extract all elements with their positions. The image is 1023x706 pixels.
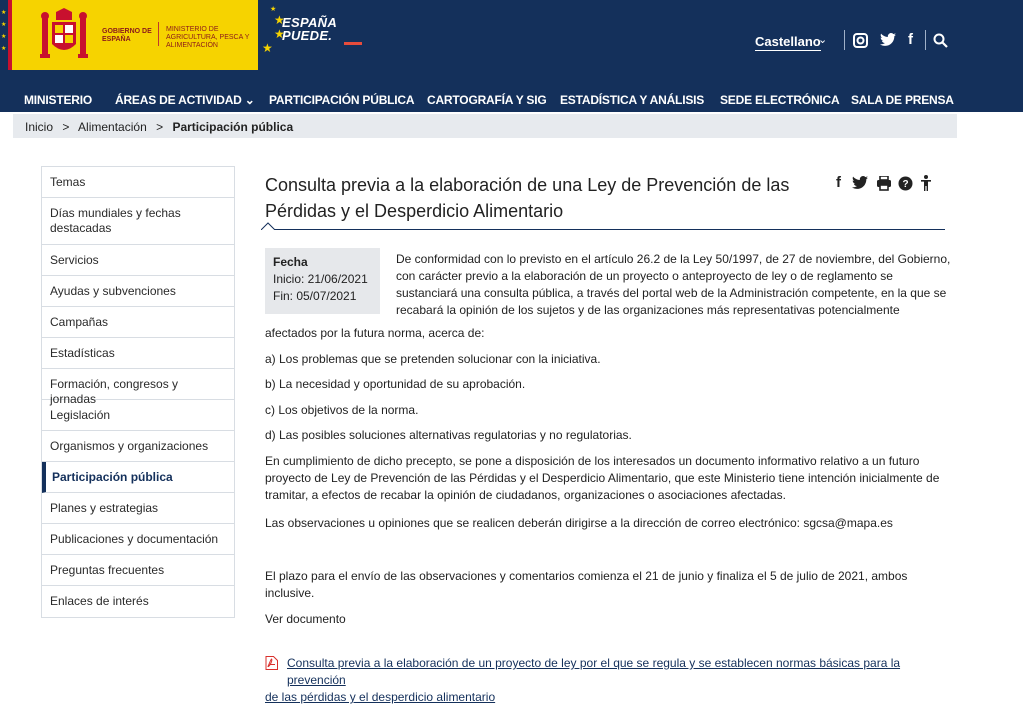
document-link-line[interactable]: de las pérdidas y el desperdicio alimentario [265,690,496,704]
breadcrumb-separator: > [62,120,70,134]
sidebar-item-formacion[interactable]: Formación, congresos y jornadas [42,369,234,400]
date-start: Inicio: 21/06/2021 [273,272,368,286]
deadline-paragraph [265,568,955,602]
facebook-icon[interactable]: f [908,31,913,48]
government-label: GOBIERNO DE ESPAÑA [102,28,152,43]
sidebar-item-organismos[interactable]: Organismos y organizaciones [42,431,234,462]
intro-paragraph [396,251,956,319]
compliance-line: tramitar, a efectos de recabar la opinión de ciudadanos, organizaciones o asociaciones afectadas. [265,488,786,502]
logo-divider [158,22,159,46]
deadline-line: El plazo para el envío de las observaciones y comentarios comienza el 21 de junio y finaliza el 5 de julio de 2021, ambos [265,569,908,583]
facebook-share-icon[interactable]: f [836,174,841,191]
twitter-share-icon[interactable] [852,174,868,195]
instagram-icon[interactable] [853,30,868,54]
sidebar-item-servicios[interactable]: Servicios [42,245,234,276]
brand-line-2: PUEDE. [282,28,333,43]
share-toolbar [836,174,946,194]
sidebar-item-legislacion[interactable]: Legislación [42,400,234,431]
intro-line: De conformidad con lo previsto en el artículo 26.2 de la Ley 50/1997, de 27 de noviembre, del Gobierno, [396,252,951,266]
nav-item-sala-de-prensa[interactable]: SALA DE PRENSA [851,93,954,107]
nav-item-areas-de-actividad[interactable]: ÁREAS DE ACTIVIDAD ⌄ [115,93,255,107]
intro-line: con carácter previo a la elaboración de un proyecto o anteproyecto de ley o de reglamento se [396,269,893,283]
nav-item-sede-electronica[interactable]: SEDE ELECTRÓNICA [720,93,840,107]
nav-item-estadistica[interactable]: ESTADÍSTICA Y ANÁLISIS [560,93,705,107]
top-header [0,0,1023,88]
breadcrumb-current: Participación pública [172,120,294,134]
svg-text:?: ? [902,179,909,191]
list-item-d: d) Las posibles soluciones alternativas regulatorias y no regulatorias. [265,428,632,442]
brand-accent-bar [344,42,362,45]
intro-line: recabará la opinión de los sujetos y de las organizaciones más representativas potencialmente [396,303,900,317]
sidebar-item-enlaces[interactable]: Enlaces de interés [50,594,149,608]
list-item-c: c) Los objetivos de la norma. [265,403,419,417]
brand-line-1: ESPAÑA [282,15,338,30]
list-item-a: a) Los problemas que se pretenden solucionar con la iniciativa. [265,352,601,366]
sidebar-item-publicaciones[interactable]: Publicaciones y documentación [42,524,234,555]
observations-paragraph: Las observaciones u opiniones que se realicen deberán dirigirse a la dirección de correo electrónico: sgcsa@mapa.es [265,516,893,530]
document-link[interactable] [265,655,945,706]
sidebar-item-preguntas[interactable]: Preguntas frecuentes [42,555,234,586]
header-separator [925,30,926,50]
stars-icon: ★ ★ ★ ★ [262,6,285,55]
compliance-line: proyecto de Ley de Prevención de las Pérdidas y el Desperdicio Alimentario, que este Ministerio tiene intención inicialmente de [265,471,940,485]
eu-stars-icon: ★ ★ ★ ★ [1,10,7,52]
deadline-line: inclusive. [265,586,315,600]
list-item-b: b) La necesidad y oportunidad de su aprobación. [265,377,526,391]
title-notch-icon [261,222,275,230]
sidebar [41,166,235,618]
breadcrumb [13,114,957,138]
sidebar-item-participacion-publica[interactable]: Participación pública [42,462,234,493]
date-end: Fin: 05/07/2021 [273,289,357,303]
header-separator [844,30,845,50]
accessibility-icon[interactable] [920,174,932,196]
sidebar-item-dias-mundiales[interactable]: Días mundiales y fechas destacadas [42,198,234,245]
sidebar-item-ayudas[interactable]: Ayudas y subvenciones [42,276,234,307]
document-link-line[interactable]: Consulta previa a la elaboración de un proyecto de ley por el que se regula y se establecen normas básicas para la prevención [287,656,901,687]
title-underline [265,229,945,230]
page-title: Consulta previa a la elaboración de una Ley de Prevención de las Pérdidas y el Desperdicio Alimentario [265,175,790,221]
language-selector[interactable]: Castellano [755,34,821,49]
breadcrumb-separator: > [156,120,164,134]
date-box [265,248,380,314]
nav-item-cartografia[interactable]: CARTOGRAFÍA Y SIG [427,93,547,107]
print-icon[interactable] [876,174,892,196]
coat-of-arms-icon [38,8,90,63]
date-label: Fecha [273,255,308,269]
main-nav [0,88,1023,112]
twitter-icon[interactable] [880,30,896,53]
intro-line: afectados por la futura norma, acerca de: [265,326,485,340]
intro-line: sustanciará una consulta pública, a través del portal web de la Administración competente, en la que se [396,286,947,300]
breadcrumb-section[interactable]: Alimentación [78,120,147,134]
sidebar-item-temas[interactable]: Temas [42,167,234,198]
compliance-line: En cumplimiento de dicho precepto, se pone a disposición de los interesados un documento informativo relativo a un futuro [265,454,920,468]
ministry-label: MINISTERIO DE AGRICULTURA, PESCA Y ALIMENTACIÓN [166,26,250,49]
sidebar-item-estadisticas[interactable]: Estadísticas [42,338,234,369]
compliance-paragraph [265,453,955,504]
breadcrumb-home[interactable]: Inicio [25,120,54,134]
sidebar-item-campanas[interactable]: Campañas [42,307,234,338]
espana-puede-logo[interactable] [262,4,382,64]
ver-documento-label: Ver documento [265,612,346,626]
help-icon[interactable] [898,174,913,196]
nav-item-participacion-publica[interactable]: PARTICIPACIÓN PÚBLICA [269,93,415,107]
chevron-down-icon[interactable]: ⌄ [818,34,828,46]
nav-item-ministerio[interactable]: MINISTERIO [24,93,93,107]
sidebar-item-planes[interactable]: Planes y estrategias [42,493,234,524]
government-logo[interactable] [8,0,258,70]
search-icon[interactable] [933,30,948,54]
